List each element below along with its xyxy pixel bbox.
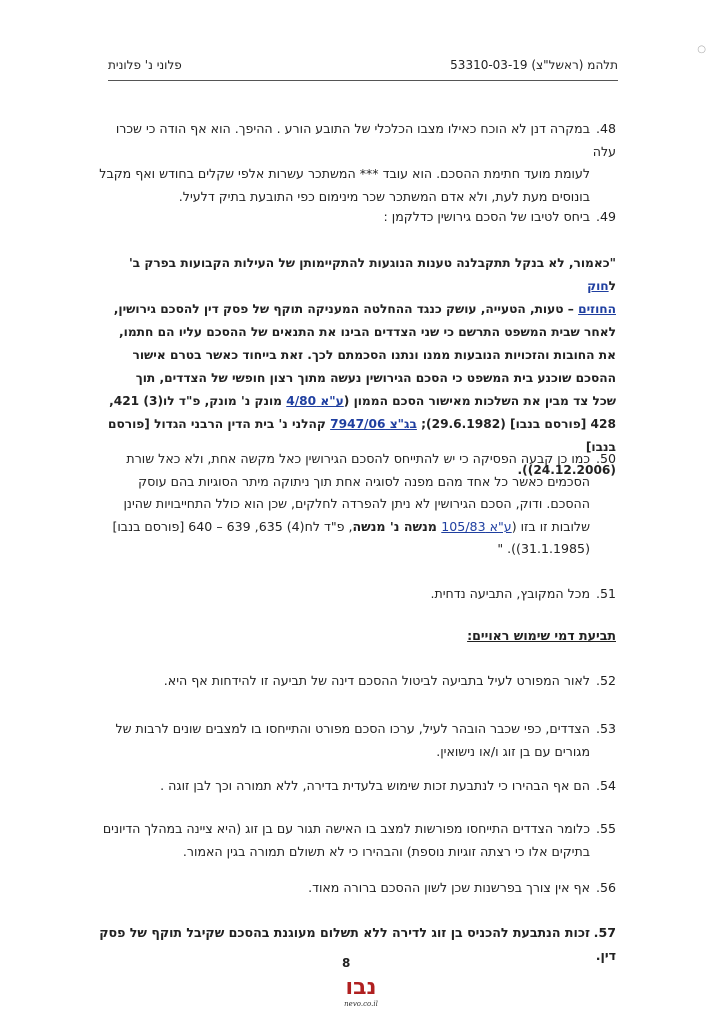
paragraph-line: ההסכם. ודוק, הסכם הגירושין לא ניתן להפרדה לחלקים, שכן הוא כולל התחייבויות שהינן <box>123 496 590 511</box>
paragraph-49 <box>96 206 616 229</box>
paragraph-text: לאור המפורט לעיל בתביעה לביטול ההסכם דינה של תביעה זו להידחות אף היא. <box>163 673 590 688</box>
paragraph-number: 50. <box>595 451 616 466</box>
paragraph-52 <box>96 670 616 693</box>
paragraph-line: במקרה דנן לא הוכח כאילו מצבו הכלכלי של התובע הורע . ההיפך. הוא אף הודה כי שכרו עלה <box>115 121 616 159</box>
paragraph-number: 53. <box>595 721 616 736</box>
law-link-hok[interactable]: חוק <box>587 279 609 293</box>
header-parties: פלוני נ' פלונית <box>108 58 182 72</box>
nevo-logo-text: נבו <box>345 975 377 1000</box>
quote-line: "כאמור, לא בנקל תתקבלנה טענות הנוגעות להתקיימותן של העילות הקבועות בפרק ב' ל <box>128 256 616 293</box>
paragraph-56 <box>96 877 616 900</box>
paragraph-line: מגורים עם בן זוג ו/או נישואין. <box>436 743 590 759</box>
paragraph-number: 54. <box>595 778 616 793</box>
quote-line: שכל צד מבין את השלכות מאישור הסכם הממון ( <box>343 394 616 408</box>
paragraph-number: 55. <box>595 821 616 836</box>
paragraph-number: 51. <box>595 586 616 601</box>
paragraph-line: הסכמים כאשר כל אחד מהם מפנה לסוגיה אחת תוך ניתוקה מיתר הסוגיות בהם עוסק <box>138 473 590 489</box>
paragraph-number: 56. <box>595 880 616 895</box>
page-number: 8 <box>342 956 351 970</box>
paragraph-text: הם אף הבהירו כי לנתבעת זכות שימוש בלעדית בדירה, ללא תמורה וכך לבן זוגה . <box>160 778 590 793</box>
header-divider <box>108 80 618 81</box>
quote-line: 428 [פורסם בנבו] (29.6.1982); <box>416 417 616 431</box>
nevo-logo-sub: nevo.co.il <box>344 1000 378 1008</box>
paragraph-text: מכל המקובץ, התביעה נדחית. <box>430 586 590 601</box>
quote-line: קהלני נ' בית הדין הרבני הגדול [פורסם בנבו] <box>108 417 616 454</box>
paragraph-line: (31.1.1985)). " <box>497 541 590 556</box>
nevo-logo <box>316 970 406 1010</box>
header-case-number: תלהמ (ראשל"צ) 53310-03-19 <box>450 58 618 72</box>
paragraph-line: כמו כן קבעה הפסיקה כי יש להתייחס להסכם הגירושין כאל מקשה אחת, ולא כאל שורת <box>126 451 590 466</box>
paragraph-number: 52. <box>595 673 616 688</box>
quote-line: ההסכם שוכנע בית המשפט כי הסכם הגירושין נעשה מתוך רצון חופשי של הצדדים, תוך <box>135 371 616 385</box>
paragraph-line: כלומר הצדדים התייחסו מפורשות למצב בו האישה תגור עם בן זוג (היא ציינה במהלך הדיונים <box>102 821 590 836</box>
paragraph-line: לעומת מועד חתימת ההסכם. הוא עובד *** המשתכר עשרות אלפי שקלים בחודש ואף מקבל <box>99 166 590 181</box>
paragraph-50 <box>96 448 616 561</box>
paragraph-57 <box>96 922 616 967</box>
case-link-monk[interactable]: ע"א 4/80 <box>286 394 344 408</box>
case-link-menashe[interactable]: ע"א 105/83 <box>441 518 512 534</box>
paragraph-number: 49. <box>595 209 616 224</box>
paragraph-number: 57. <box>593 925 616 940</box>
quote-line: – טעות, הטעייה, עושק כנגד ההחלטה המעניקה תוקף של פסק דין להסכם גירושין, <box>113 302 579 316</box>
paragraph-line: שלובות זו בזו ( <box>511 518 590 534</box>
paragraph-line: בתיקים אלו כי רצתה זוגיות נוספת) והבהירו כי לא תשולם תמורה בגין האמור. <box>182 843 590 859</box>
paragraph-53 <box>96 718 616 763</box>
quote-line: (24.12.2006)). <box>517 463 616 477</box>
law-link-hahozim[interactable]: החוזים <box>578 302 616 316</box>
paragraph-54 <box>96 775 616 798</box>
paragraph-text: ביחס לטיבו של הסכם גירושין כדלקמן : <box>383 209 590 224</box>
quote-line: לאחר שבית המשפט התרשם כי שני הצדדים הבינו את התנאים של ההסכם עליו הם חתמו, <box>119 325 616 339</box>
case-name: מנשה נ' מנשה <box>352 518 442 534</box>
quote-line: את החובות והזכויות הנובעות ממנו ונתנו הסכמתם לכך. זאת בייחוד כאשר בטרם אישור <box>132 348 616 362</box>
paragraph-51 <box>96 583 616 606</box>
paragraph-48 <box>96 118 616 208</box>
page-header <box>108 58 618 80</box>
paragraph-55 <box>96 818 616 863</box>
paragraph-line: בונוסים מעת לעת, ולא אדם המשתכר שכר מינימום כפי התובעת בתיק דלעיל. <box>178 188 590 204</box>
paragraph-line: הצדדים, כפי שכבר הובהר לעיל, ערכו הסכם מפורט והתייחסו בו למצבים שונים לרבות של <box>115 721 590 736</box>
paragraph-text: אף אין צורך בפרשנות שכן לשון ההסכם ברורה מאוד. <box>308 880 590 895</box>
paragraph-line: , פ"ד לח(4) 635, 639 – 640 [פורסם בנבו] <box>112 518 353 534</box>
paragraph-number: 48. <box>595 121 616 136</box>
section-title: תביעת דמי שימוש ראויים: <box>467 628 616 643</box>
case-link-kahalani[interactable]: בג"צ 7947/06 <box>330 417 417 431</box>
quote-line: מונק נ' מונק, פ"ד לו(3) 421, <box>109 394 287 408</box>
paragraph-text: זכות הנתבעת להכניס בן זוג לדירה ללא תשלום מעוגנת בהסכם שקיבל תוקף של פסק דין. <box>99 925 616 963</box>
corner-mark: ○ <box>697 44 706 55</box>
